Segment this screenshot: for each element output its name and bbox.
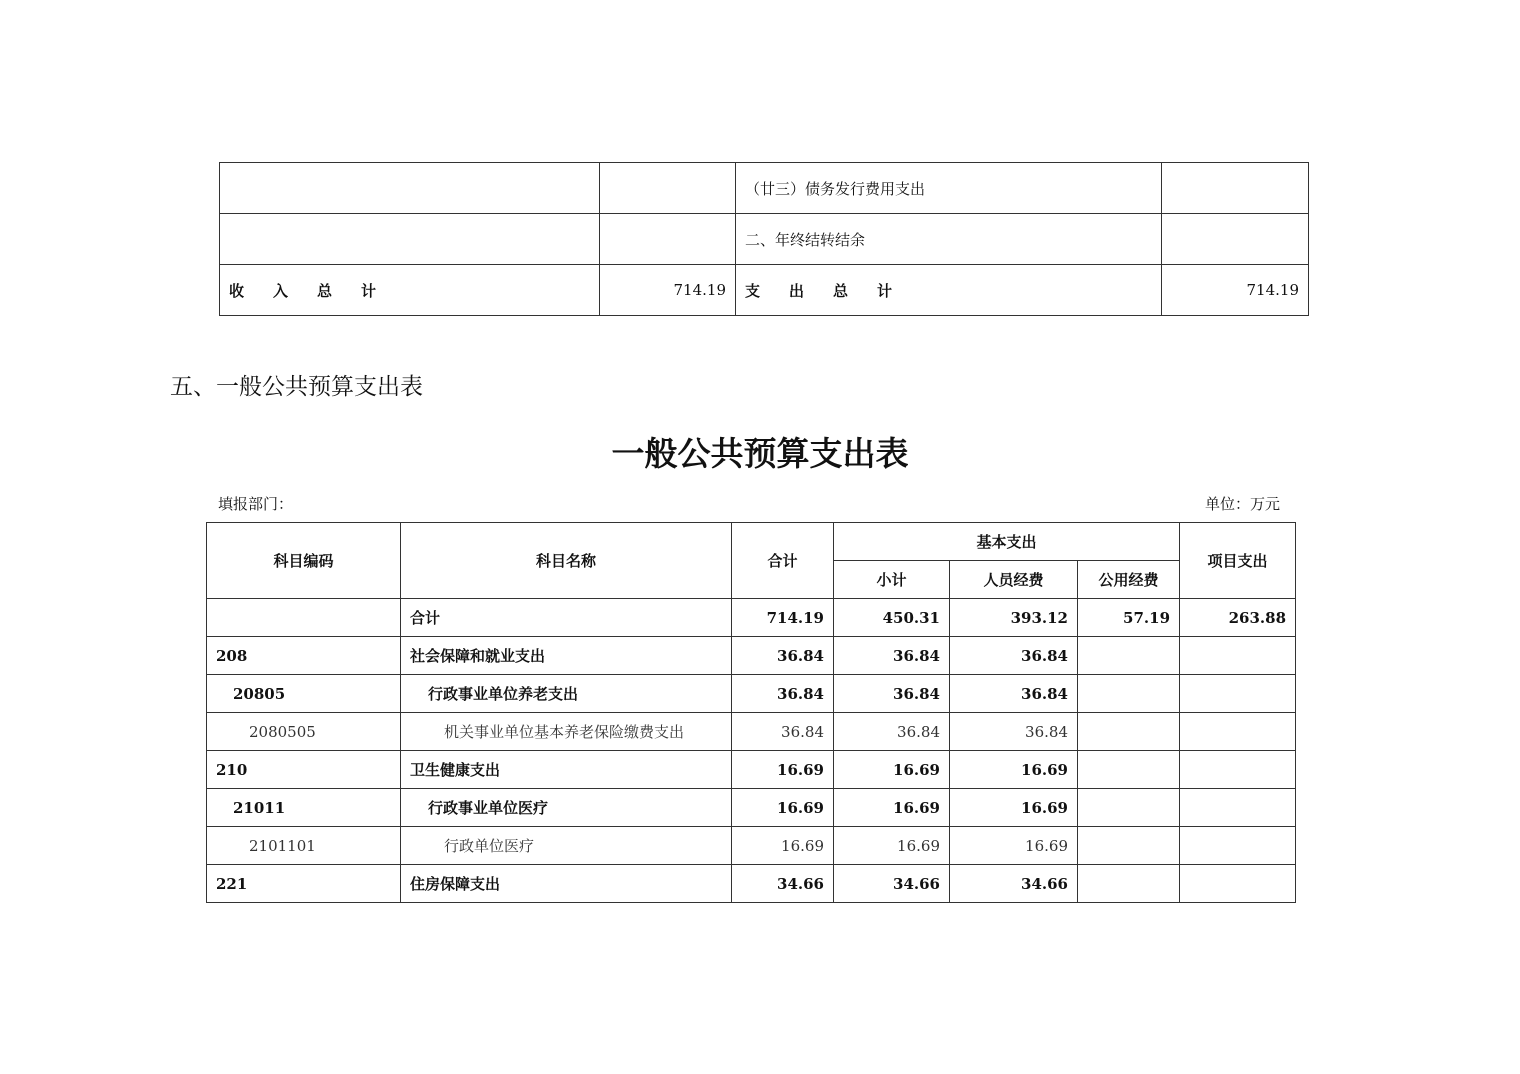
- general-public-budget-expenditure-table: [206, 522, 1296, 903]
- name-cell: 合计: [401, 599, 732, 637]
- public-cell: [1078, 751, 1180, 789]
- header-public: 公用经费: [1078, 561, 1180, 599]
- name-cell: 行政单位医疗: [401, 827, 732, 865]
- code-cell: 20805: [207, 675, 401, 713]
- reporting-department-label: 填报部门：: [218, 495, 294, 513]
- public-cell: [1078, 675, 1180, 713]
- project-cell: [1180, 789, 1296, 827]
- unit-label: 单位：万元: [1205, 495, 1281, 513]
- public-cell: 57.19: [1078, 599, 1180, 637]
- name-cell: 社会保障和就业支出: [401, 637, 732, 675]
- personnel-cell: 16.69: [950, 789, 1078, 827]
- code-cell: 210: [207, 751, 401, 789]
- total-cell: 36.84: [732, 637, 834, 675]
- name-cell: 行政事业单位医疗: [401, 789, 732, 827]
- code-cell: 2080505: [207, 713, 401, 751]
- header-row: [207, 523, 1296, 561]
- expense-total-label: 支 出 总 计: [736, 265, 1162, 316]
- table-title: 一般公共预算支出表: [611, 434, 909, 473]
- income-total-label: 收 入 总 计: [220, 265, 600, 316]
- table-row: [207, 751, 1296, 789]
- personnel-cell: 36.84: [950, 637, 1078, 675]
- expense-item-value: [1162, 214, 1309, 265]
- total-cell: 34.66: [732, 865, 834, 903]
- personnel-cell: 393.12: [950, 599, 1078, 637]
- header-subtotal: 小计: [834, 561, 950, 599]
- income-total-value: 714.19: [600, 265, 736, 316]
- header-total: 合计: [732, 523, 834, 599]
- income-expense-summary-table: [219, 162, 1309, 316]
- public-cell: [1078, 713, 1180, 751]
- header-code: 科目编码: [207, 523, 401, 599]
- table-row: [207, 827, 1296, 865]
- table-row: [220, 163, 1309, 214]
- code-cell: [207, 599, 401, 637]
- subtotal-cell: 16.69: [834, 827, 950, 865]
- subtotal-cell: 34.66: [834, 865, 950, 903]
- expense-item-label: （廿三）债务发行费用支出: [736, 163, 1162, 214]
- total-cell: 36.84: [732, 713, 834, 751]
- table-row: [207, 713, 1296, 751]
- header-basic-expenditure: 基本支出: [834, 523, 1180, 561]
- subtotal-cell: 36.84: [834, 637, 950, 675]
- personnel-cell: 34.66: [950, 865, 1078, 903]
- expense-item-label: 二、年终结转结余: [736, 214, 1162, 265]
- table-row: [220, 214, 1309, 265]
- income-item-value: [600, 163, 736, 214]
- total-cell: 16.69: [732, 789, 834, 827]
- name-cell: 卫生健康支出: [401, 751, 732, 789]
- project-cell: [1180, 751, 1296, 789]
- table-row: [207, 675, 1296, 713]
- subtotal-cell: 16.69: [834, 789, 950, 827]
- table-row: [207, 865, 1296, 903]
- header-name: 科目名称: [401, 523, 732, 599]
- table-row: [207, 637, 1296, 675]
- total-cell: 16.69: [732, 751, 834, 789]
- code-cell: 21011: [207, 789, 401, 827]
- personnel-cell: 36.84: [950, 675, 1078, 713]
- total-cell: 16.69: [732, 827, 834, 865]
- project-cell: [1180, 675, 1296, 713]
- personnel-cell: 16.69: [950, 751, 1078, 789]
- subtotal-cell: 36.84: [834, 675, 950, 713]
- income-item-label: [220, 163, 600, 214]
- subtotal-cell: 16.69: [834, 751, 950, 789]
- subtotal-cell: 450.31: [834, 599, 950, 637]
- project-cell: [1180, 865, 1296, 903]
- income-item-label: [220, 214, 600, 265]
- code-cell: 221: [207, 865, 401, 903]
- totals-row: [220, 265, 1309, 316]
- code-cell: 208: [207, 637, 401, 675]
- public-cell: [1078, 637, 1180, 675]
- project-cell: 263.88: [1180, 599, 1296, 637]
- project-cell: [1180, 713, 1296, 751]
- subtotal-cell: 36.84: [834, 713, 950, 751]
- project-cell: [1180, 637, 1296, 675]
- header-project-expenditure: 项目支出: [1180, 523, 1296, 599]
- code-cell: 2101101: [207, 827, 401, 865]
- section-heading: 五、一般公共预算支出表: [170, 374, 423, 400]
- total-cell: 714.19: [732, 599, 834, 637]
- name-cell: 住房保障支出: [401, 865, 732, 903]
- expense-total-value: 714.19: [1162, 265, 1309, 316]
- name-cell: 机关事业单位基本养老保险缴费支出: [401, 713, 732, 751]
- project-cell: [1180, 827, 1296, 865]
- expense-item-value: [1162, 163, 1309, 214]
- total-cell: 36.84: [732, 675, 834, 713]
- personnel-cell: 36.84: [950, 713, 1078, 751]
- name-cell: 行政事业单位养老支出: [401, 675, 732, 713]
- income-item-value: [600, 214, 736, 265]
- header-personnel: 人员经费: [950, 561, 1078, 599]
- table-row: [207, 789, 1296, 827]
- public-cell: [1078, 865, 1180, 903]
- table-row: [207, 599, 1296, 637]
- public-cell: [1078, 789, 1180, 827]
- personnel-cell: 16.69: [950, 827, 1078, 865]
- public-cell: [1078, 827, 1180, 865]
